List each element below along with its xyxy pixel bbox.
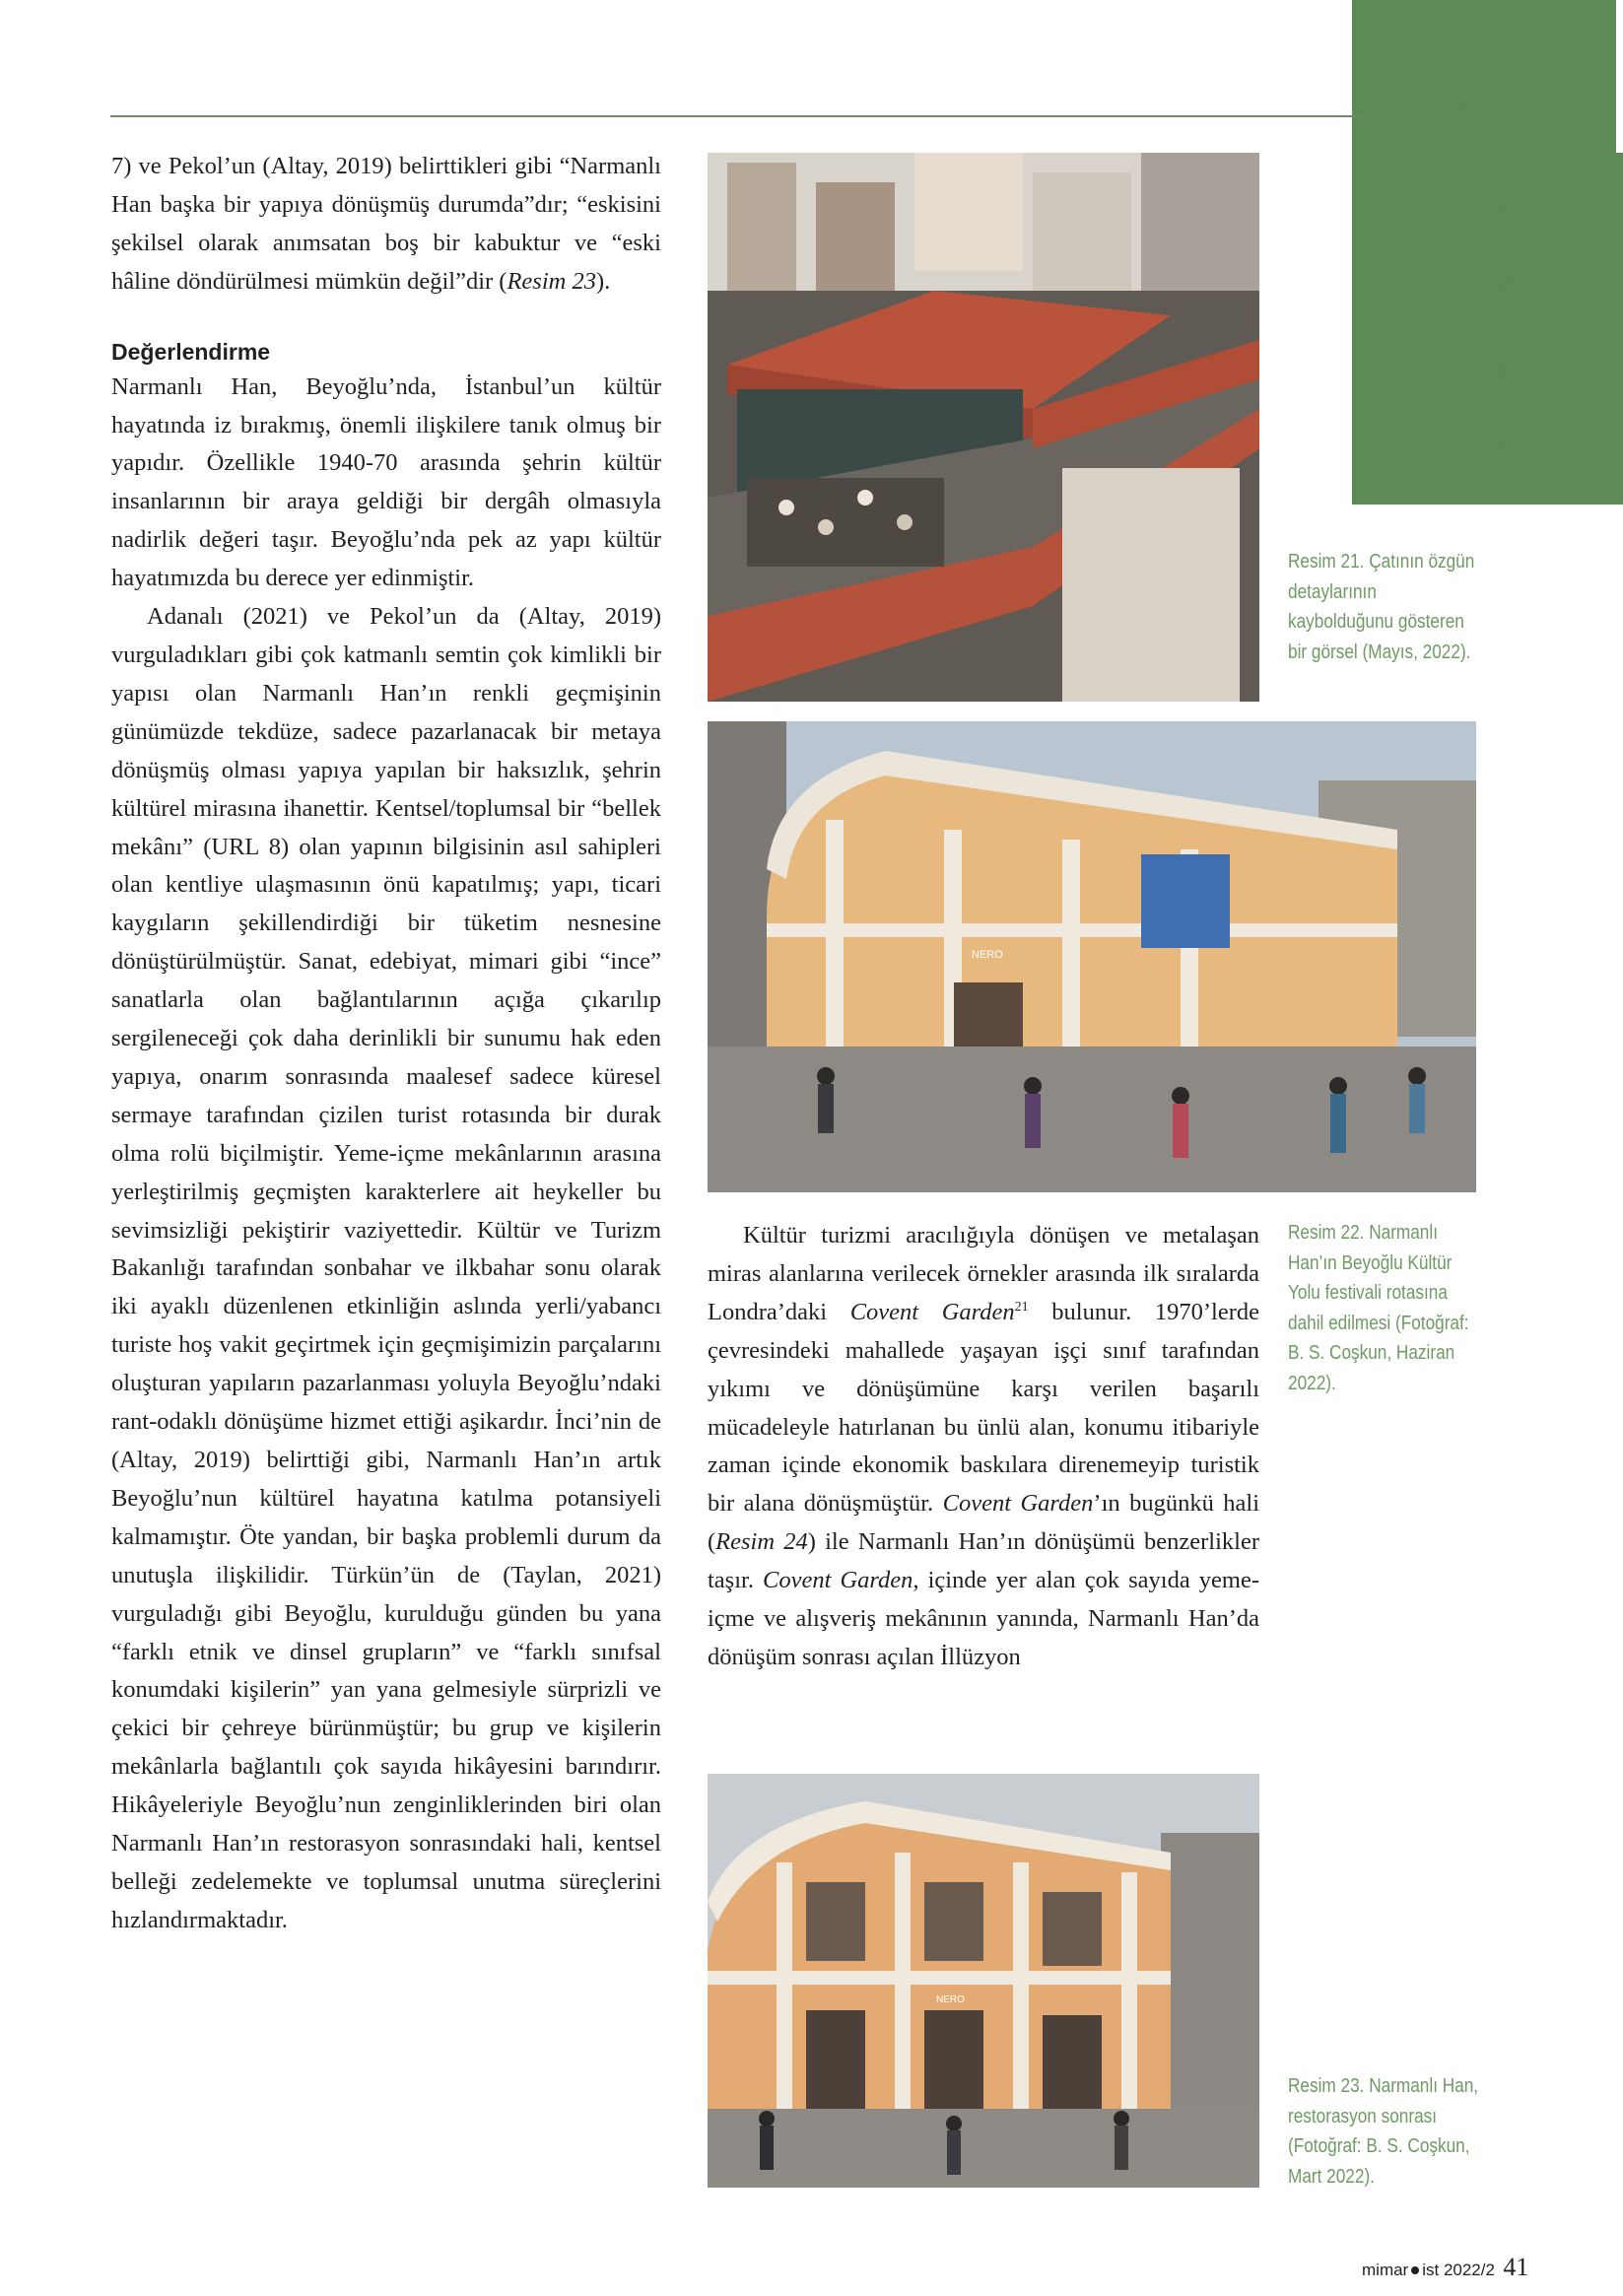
text-run: Kültür turizmi aracılığıyla dönüşen ve metalaşan miras alanlarına verilecek örnekler arasında ilk sıralarda Londra’daki [708, 1222, 1259, 1325]
paragraph: Adanalı (2021) ve Pekol’un da (Altay, 2019) vurguladıkları gibi çok katmanlı semtin çok kimlikli bir yapısı olan Narmanlı Han’ın renkli geçmişinin günümüzde tekdüze, sadece pazarlanacak bir metaya dönüşmüş olması yapıya yapılan bir haksızlık, şehrin kültürel mirasına ihanettir. Kentsel/toplumsal bir “bellek mekânı” (URL 8) olan yapının bilgisinin asıl sahipleri olan kentliye ulaşmasının önü kapatılmış; yapı, ticari kaygıların şekillendirdiği bir tüketim nesnesine dönüştürülmüştür. Sanat, edebiyat, mimari gibi “ince” sanatlarla olan bağlantılarının açığa çıkarılıp sergileneceği çok daha derinlikli bir sunumu hak eden yapıya, onarım sonrasında maalesef sadece küresel sermaye tarafından çizilen turist rotasında bir durak olma rolü biçilmiştir. Yeme-içme mekânlarının arasına yerleştirilmiş geçmişten karakterlere ait heykeller bu sevimsizliği pekiştirir vaziyettedir. Kültür ve Turizm Bakanlığı tarafından sonbahar ve ilkbahar sonu olarak iki ayaklı düzenlenen etkinliğin aslında yerli/yabancı turiste hoş vakit geçirtmek için geçmişimizin parçalarını oluşturan yapıların pazarlanması yoluyla Beyoğlu’ndaki rant-odaklı dönüşüme hizmet ettiği aşikardır. İnci’nin de (Altay, 2019) belirttiği gibi, Narmanlı Han’ın artık Beyoğlu’nun kültürel hayatına katılma potansiyeli kalmamıştır. Öte yandan, bir başka problemli durum da unutuşla ilişkilidir. Türkün’ün de (Taylan, 2021) vurguladığı gibi Beyoğlu, kurulduğu günden bu yana “farklı etnik ve dinsel grupların” ve “farklı sınıfsal konumdaki kişilerin” yan yana gelmesiyle sürprizli ve çekici bir çehreye bürünmüştür; bu grup ve kişilerin mekânlarla bağlantılı çok sayıda hikâyesini barındırır. Hikâyeleriyle Beyoğlu’nun zenginliklerinden biri olan Narmanlı Han’ın restorasyon sonrasındaki hali, kentsel belleği zedelemekte ve toplumsal unutma süreçlerini hızlandırmaktadır. [111, 603, 661, 1933]
paragraph-intro [111, 148, 661, 302]
section-label: MİNİ DOSYA [1433, 99, 1521, 117]
photo-resim-21 [708, 153, 1259, 702]
text-run: ). [595, 267, 611, 295]
text-run: bulunur. 1970’lerde çevresindeki mahallede yaşayan işçi sınıf tarafından yıkımı ve dönüşümüne karşı verilen başarılı mücadeleyle hatırlanan bu ünlü alan, konumu itibariyle zaman içinde ekonomik baskılara direnemeyip turistik bir alana dönüşmüştür. [708, 1298, 1259, 1518]
photo-resim-22 [708, 721, 1476, 1192]
tab-edge [1616, 0, 1623, 153]
section-color-tab [1352, 0, 1623, 505]
magazine-name-b: ist 2022/2 [1422, 2261, 1495, 2279]
figure-reference: Resim 24 [715, 1528, 808, 1556]
figure-reference: Resim 23 [507, 267, 596, 295]
italic-term: Covent Garden [942, 1490, 1094, 1518]
page-number: 41 [1503, 2253, 1529, 2281]
paragraph: Narmanlı Han, Beyoğlu’nda, İstanbul’un kültür hayatında iz bırakmış, önemli ilişkilere tanık olmuş bir yapıdır. Özellikle 1940-70 arasında şehrin kültür insanlarının bir araya geldiği bir dergâh olmasıyla nadirlik değeri taşır. Beyoğlu’nda pek az yapı kültür hayatımızda bu derece yer edinmiştir. [111, 372, 661, 592]
left-text-column [111, 148, 661, 1940]
footnote-marker: 21 [1014, 1299, 1029, 1315]
header-rule [110, 115, 1362, 117]
nero-sign: NERO [936, 1994, 965, 2005]
text-run: ) ile Narmanlı Han’ın dönüşümü benzerlikler taşır. [708, 1528, 1260, 1594]
photo-resim-23 [708, 1774, 1259, 2188]
nero-sign: NERO [972, 949, 1003, 961]
middle-text-column [708, 1217, 1259, 1677]
bullet-icon [1411, 2266, 1419, 2274]
italic-term: Covent Garden [849, 1298, 1015, 1325]
caption-resim-22: Resim 22. Narmanlı Han’ın Beyoğlu Kültür Yolu festivali rotasına dahil edilmesi (Fotoğraf: B. S. Coşkun, Haziran 2022). [1288, 1222, 1469, 1394]
italic-term: Covent Garden [763, 1567, 913, 1594]
page-footer [1362, 2253, 1528, 2282]
series-title: BEYOĞLU KÜLTÜR YOLU FESTİVALİ [1495, 130, 1514, 454]
caption-resim-21: Resim 21. Çatının özgün detaylarının kaybolduğunu gösteren bir görsel (Mayıs, 2022). [1288, 551, 1475, 663]
text-run: ’ın bugünkü hali ( [708, 1490, 1260, 1556]
caption-resim-23: Resim 23. Narmanlı Han, restorasyon sonrası (Fotoğraf: B. S. Coşkun, Mart 2022). [1288, 2075, 1479, 2188]
text-run: , içinde yer alan çok sayıda yeme-içme ve alışveriş mekânının yanında, Narmanlı Han’da dönüşüm sonrası açılan İllüzyon [708, 1567, 1259, 1670]
magazine-name-a: mimar [1362, 2261, 1409, 2279]
paragraph [708, 1217, 1259, 1677]
text-run: 7) ve Pekol’un (Altay, 2019) belirttikleri gibi “Narmanlı Han başka bir yapıya dönüşmüş durumda”dır; “eskisini şekilsel olarak anımsatan boş bir kabuktur ve “eski hâline döndürülmesi mümkün değil”dir ( [111, 153, 661, 295]
section-heading: Değerlendirme [111, 338, 271, 365]
